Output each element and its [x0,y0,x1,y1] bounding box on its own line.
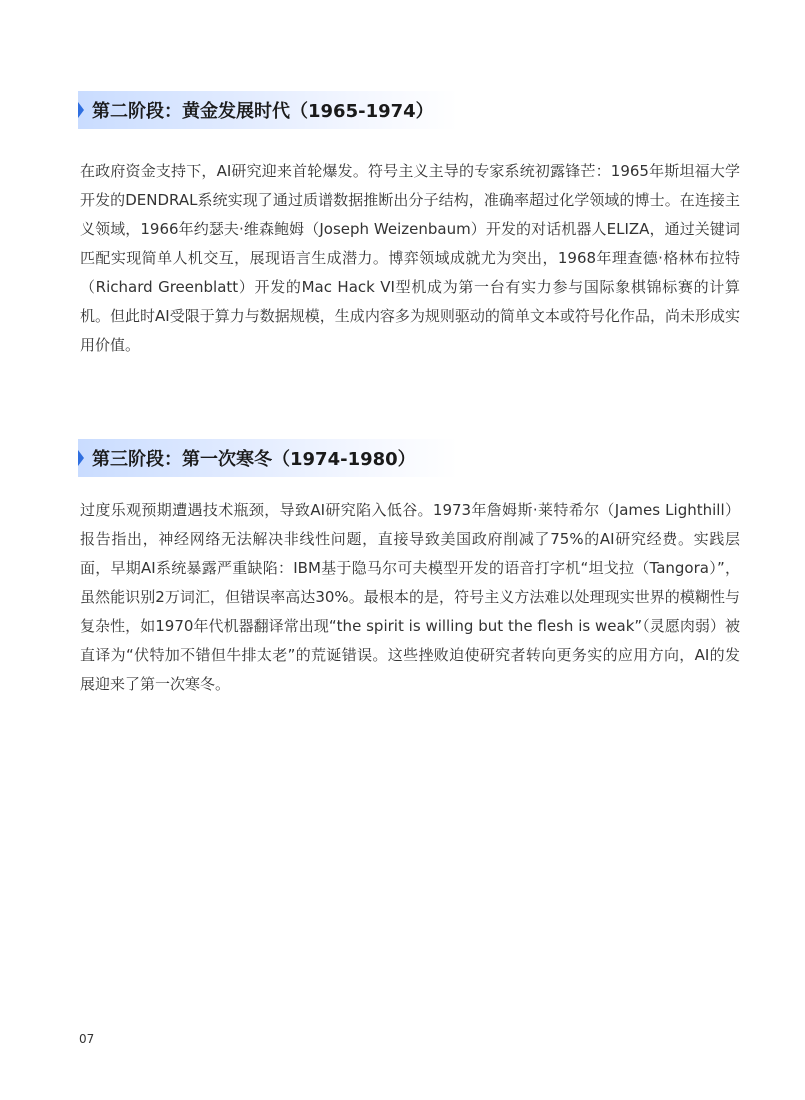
triangle-accent-icon [78,450,84,466]
section-title: 第三阶段：第一次寒冬（1974-1980） [92,449,416,470]
section-header-stage-2 [78,91,458,129]
section-header-stage-3 [78,439,458,477]
section-paragraph: 过度乐观预期遭遇技术瓶颈，导致AI研究陷入低谷。1973年詹姆斯·莱特希尔（James Lighthill）报告指出，神经网络无法解决非线性问题，直接导致美国政府削减了75%的AI研究经费。实践层面，早期AI系统暴露严重缺陷：IBM基于隐马尔可夫模型开发的语音打字机“坦戈拉（Tangora）”，虽然能识别2万词汇，但错误率高达30%。最根本的是，符号主义方法难以处理现实世界的模糊性与复杂性，如1970年代机器翻译常出现“the spirit is willing but the flesh is weak”（灵愿肉弱）被直译为“伏特加不错但牛排太老”的荒诞错误。这些挫败迫使研究者转向更务实的应用方向，AI的发展迎来了第一次寒冬。 [80,501,740,693]
page-number: 07 [79,1032,95,1046]
triangle-accent-icon [78,102,84,118]
section-title: 第二阶段：黄金发展时代（1965-1974） [92,101,434,122]
section-paragraph: 在政府资金支持下，AI研究迎来首轮爆发。符号主义主导的专家系统初露锋芒：1965年斯坦福大学开发的DENDRAL系统实现了通过质谱数据推断出分子结构，准确率超过化学领域的博士。在连接主义领域，1966年约瑟夫·维森鲍姆（Joseph Weizenbaum）开发的对话机器人ELIZA，通过关键词匹配实现简单人机交互，展现语言生成潜力。博弈领域成就尤为突出，1968年理查德·格林布拉特（Richard Greenblatt）开发的Mac Hack VI型机成为第一台有实力参与国际象棋锦标赛的计算机。但此时AI受限于算力与数据规模，生成内容多为规则驱动的简单文本或符号化作品，尚未形成实用价值。 [80,162,740,354]
